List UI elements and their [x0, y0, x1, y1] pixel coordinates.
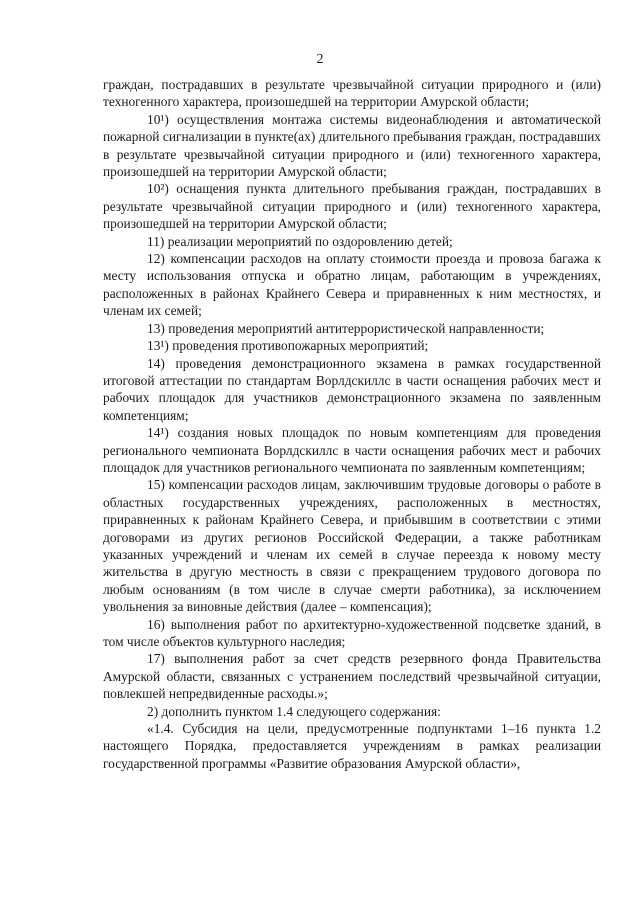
paragraph-item-10-2: 10²) оснащения пункта длительного пребывания граждан, пострадавших в результате чрезвычайной ситуации природного и (или) техногенного характера, произошедшей на территории Амурской области; — [103, 181, 601, 232]
paragraph-item-13: 13) проведения мероприятий антитеррористической направленности; — [147, 320, 545, 336]
paragraph-item-14: 14) проведения демонстрационного экзамена в рамках государственной итоговой аттестации по стандартам Ворлдскиллс в части оснащения рабочих мест и рабочих площадок для участников демонстрационного экзамена по заявленным компетенциям; — [103, 355, 601, 423]
paragraph-item-13-1: 13¹) проведения противопожарных мероприятий; — [147, 338, 429, 354]
paragraph-continuation: граждан, пострадавших в результате чрезвычайной ситуации природного и (или) техногенного характера, произошедшей на территории Амурской области; — [103, 77, 601, 110]
paragraph-item-17: 17) выполнения работ за счет средств резервного фонда Правительства Амурской области, связанных с устранением последствий чрезвычайной ситуации, повлекшей непредвиденные расходы.»; — [103, 651, 601, 702]
paragraph-item-14-1: 14¹) создания новых площадок по новым компетенциям для проведения регионального чемпионата Ворлдскиллс в части оснащения рабочих мест и рабочих площадок для участников регионального чемпионата по заявленным компетенциям; — [103, 425, 601, 475]
paragraph-item-10-1: 10¹) осуществления монтажа системы видеонаблюдения и автоматической пожарной сигнализации в пункте(ах) длительного пребывания граждан, пострадавших в результате чрезвычайной ситуации природного и (или) техногенного характера, произошедшей на территории Амурской области; — [103, 111, 601, 180]
page-number: 2 — [316, 52, 324, 67]
paragraph-item-11: 11) реализации мероприятий по оздоровлению детей; — [147, 233, 453, 249]
paragraph-item-15: 15) компенсации расходов лицам, заключившим трудовые договоры о работе в областных государственных учреждениях, расположенных в местностях, приравненных к районам Крайнего Севера, и прибывшим в соответствии с этими договорами из других регионов Российской Федерации, а также работникам указанных учреждений и членам их семей в случае переезда к новому месту жительства в другую местность в связи с прекращением трудового договора по любым основаниям (в том числе в случае смерти работника), за исключением увольнения за виновные действия (далее – компенсация); — [103, 477, 601, 615]
paragraph-item-16: 16) выполнения работ по архитектурно-художественной подсветке зданий, в том числе объектов культурного наследия; — [103, 616, 601, 649]
paragraph-clause-1-4: «1.4. Субсидия на цели, предусмотренные подпунктами 1–16 пункта 1.2 настоящего Порядка, предоставляется учреждениям в рамках реализации государственной программы «Развитие образования Амурской области», — [103, 721, 601, 771]
paragraph-amendment-2: 2) дополнить пунктом 1.4 следующего содержания: — [147, 703, 441, 719]
document-body — [103, 76, 601, 772]
paragraph-item-12: 12) компенсации расходов на оплату стоимости проезда и провоза багажа к месту использования отпуска и обратно лицам, работающим в учреждениях, расположенных в районах Крайнего Севера и приравненных к ним местностях, и членам их семей; — [103, 251, 601, 319]
